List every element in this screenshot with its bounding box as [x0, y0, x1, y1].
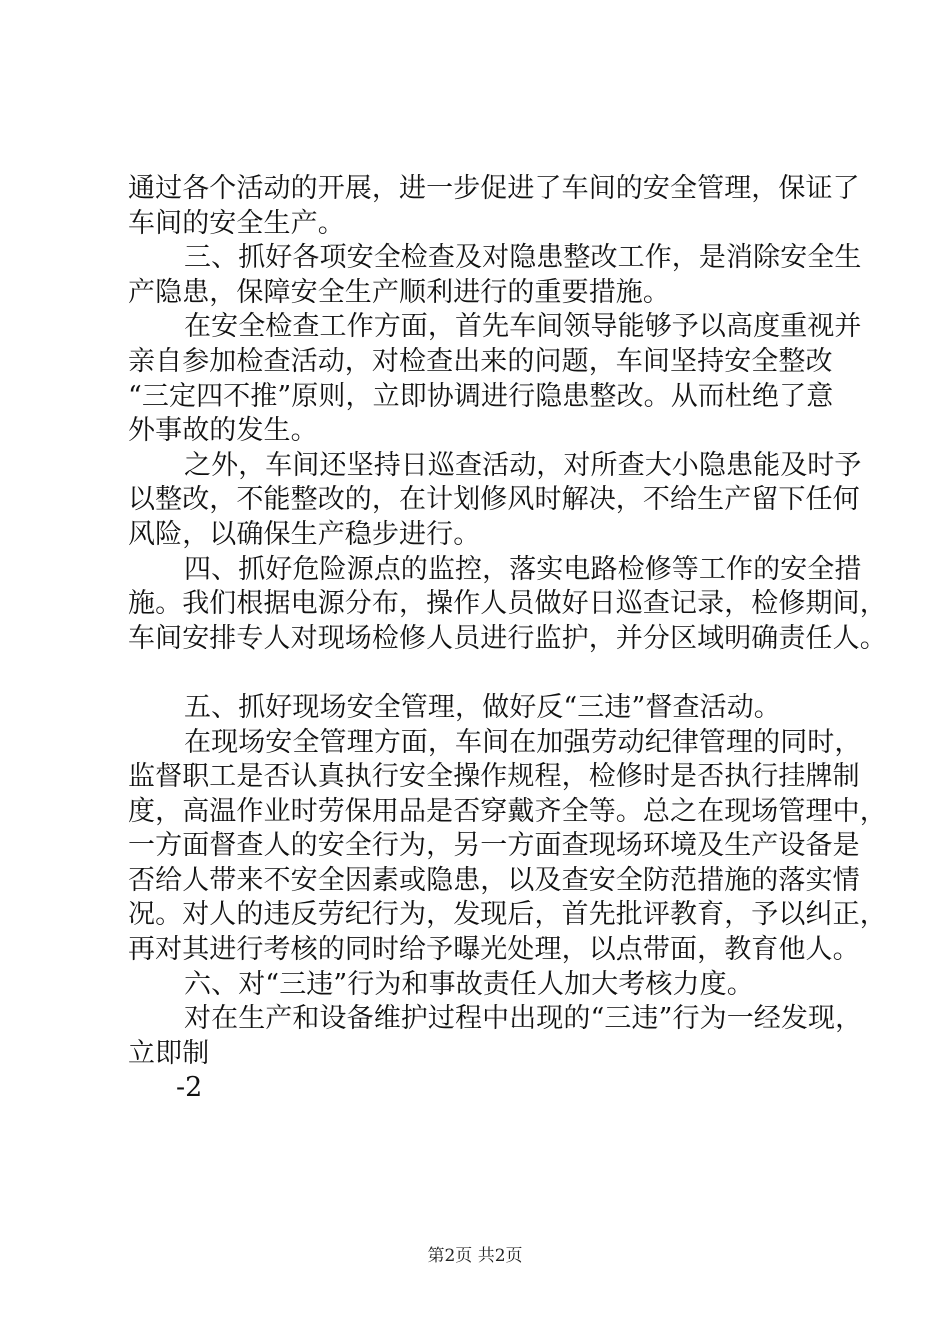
paragraph-line: 车间安排专人对现场检修人员进行监护，并分区域明确责任人。 [128, 622, 887, 654]
paragraph-line: 监督职工是否认真执行安全操作规程，检修时是否执行挂牌制 [128, 761, 860, 793]
paragraph-line: 对在生产和设备维护过程中出现的“三违”行为一经发现， [184, 1003, 863, 1035]
paragraph-line: 在现场安全管理方面，车间在加强劳动纪律管理的同时， [184, 726, 862, 758]
paragraph-gap [128, 656, 848, 691]
paragraph-line: 产隐患，保障安全生产顺利进行的重要措施。 [128, 276, 670, 308]
paragraph-line: 在安全检查工作方面，首先车间领导能够予以高度重视并 [184, 311, 862, 343]
paragraph-line: 亲自参加检查活动，对检查出来的问题，车间坚持安全整改 [128, 345, 833, 377]
paragraph-line: 之外，车间还坚持日巡查活动，对所查大小隐患能及时予 [184, 449, 862, 481]
paragraph-line: 外事故的发生。 [128, 415, 318, 447]
paragraph-line: 立即制 [128, 1037, 210, 1069]
document-body [128, 172, 887, 1106]
paragraph-line: 施。我们根据电源分布，操作人员做好日巡查记录，检修期间， [128, 588, 887, 620]
paragraph-line: 三、抓好各项安全检查及对隐患整改工作，是消除安全生 [184, 242, 862, 274]
page-footer: 第2页 共2页 [427, 1246, 523, 1266]
paragraph-line: 况。对人的违反劳纪行为，发现后，首先批评教育，予以纠正， [128, 899, 887, 931]
paragraph-line: 以整改，不能整改的，在计划修风时解决，不给生产留下任何 [128, 484, 860, 516]
paragraph-line: 度，高温作业时劳保用品是否穿戴齐全等。总之在现场管理中， [128, 795, 887, 827]
paragraph-line: 六、对“三违”行为和事故责任人加大考核力度。 [184, 968, 754, 1000]
paragraph-line: 再对其进行考核的同时给予曝光处理，以点带面，教育他人。 [128, 934, 860, 966]
paragraph-line: 车间的安全生产。 [128, 207, 345, 239]
paragraph-line: 风险，以确保生产稳步进行。 [128, 518, 481, 550]
paragraph-line: “三定四不推”原则，立即协调进行隐患整改。从而杜绝了意 [128, 380, 834, 412]
page-marker: -2 [176, 1072, 203, 1104]
paragraph-line: 五、抓好现场安全管理，做好反“三违”督查活动。 [184, 691, 781, 723]
paragraph-line: 四、抓好危险源点的监控，落实电路检修等工作的安全措 [184, 553, 862, 585]
paragraph-line: 通过各个活动的开展，进一步促进了车间的安全管理，保证了 [128, 173, 860, 204]
paragraph-line: 一方面督查人的安全行为，另一方面查现场环境及生产设备是 [128, 830, 860, 862]
paragraph-line: 否给人带来不安全因素或隐患，以及查安全防范措施的落实情 [128, 864, 860, 896]
